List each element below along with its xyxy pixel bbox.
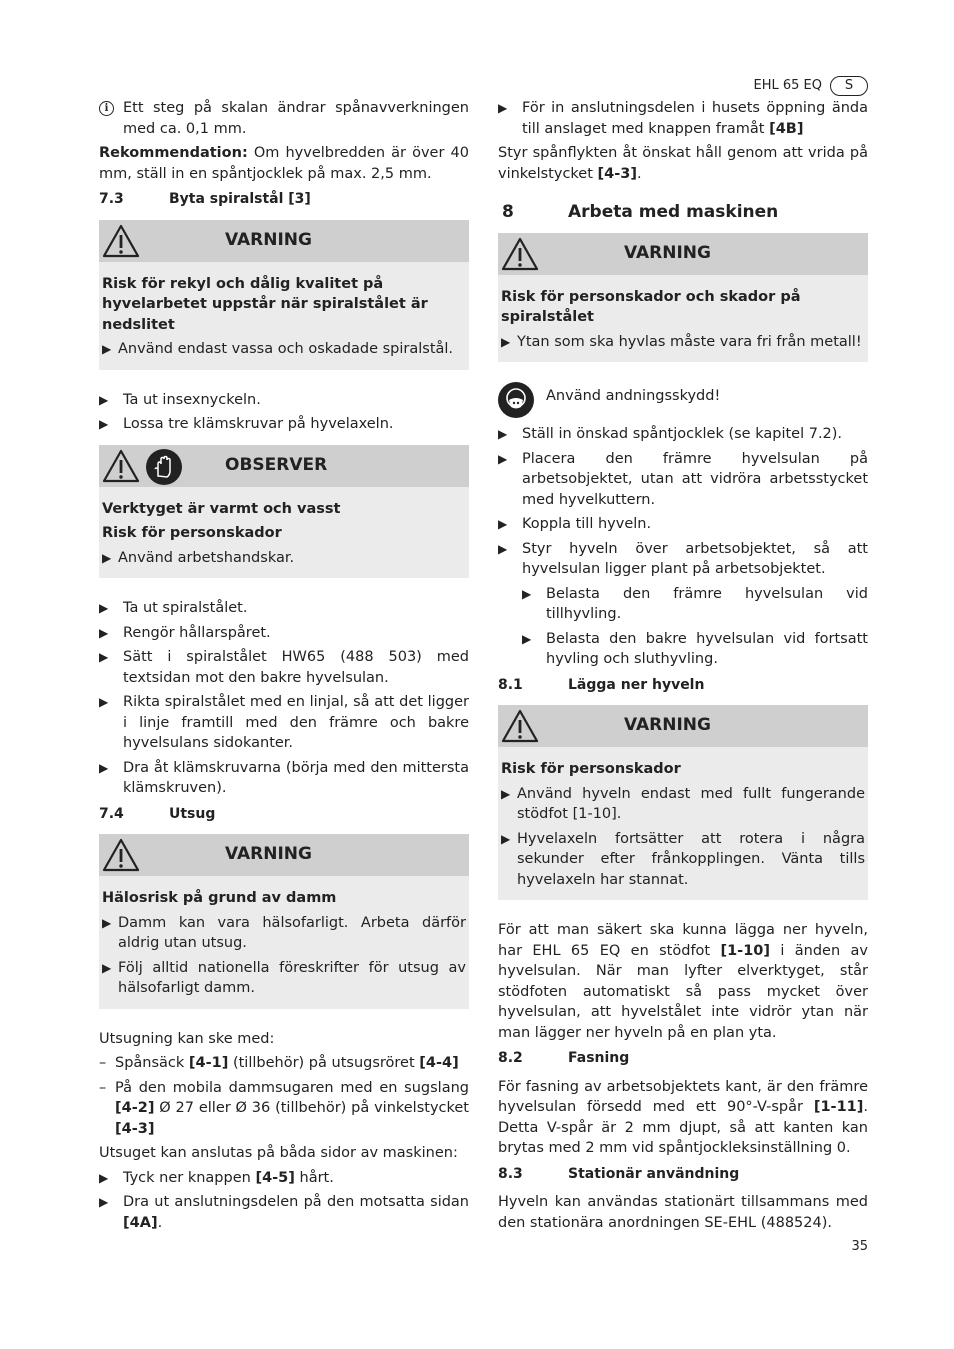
warning-title: VARNING — [624, 715, 711, 735]
step-item: ▶ Ställ in önskad spåntjocklek (se kapitel 7.2). — [498, 426, 843, 442]
section-7-4: 7.4 Utsug — [99, 805, 216, 822]
utsug-intro: Utsugning kan ske med: — [99, 1030, 275, 1047]
step-item: ▶ Sätt i spiralstålet HW65 (488 503) med textsidan mot den bakre hyvelsulan. — [99, 649, 469, 686]
warning-item: ▶ Använd hyveln endast med fullt fungerande stödfot [1-10]. — [501, 785, 865, 822]
model-label: EHL 65 EQ — [753, 78, 822, 93]
warning-title: VARNING — [225, 229, 312, 250]
dash-item: – På den mobila dammsugaren med en sugslang [4-2] Ø 27 eller Ø 36 (tillbehör) på vinkelstycket [4-3] — [99, 1079, 469, 1137]
page-header — [754, 76, 869, 97]
step-item: ▶ Lossa tre klämskruvar på hyvelaxeln. — [99, 416, 394, 432]
section-7-3: 7.3 Byta spiralstål [3] — [99, 191, 311, 207]
section-8: 8 Arbeta med maskinen — [502, 202, 779, 222]
stationar-text: Hyveln kan användas stationärt tillsammans med den stationära anordningen SE-EHL (488524). — [498, 1194, 868, 1231]
info-note: i Ett steg på skalan ändrar spånavverkningen med ca. 0,1 mm. — [99, 98, 469, 139]
step-item: ▶ Ta ut insexnyckeln. — [99, 391, 261, 408]
warning-box-kickback — [99, 220, 469, 370]
page-number: 35 — [851, 1239, 868, 1254]
step-item: ▶ Styr hyveln över arbetsobjektet, så att hyvelsulan ligger plant på arbetsobjektet. — [498, 540, 868, 577]
warning-box-dust — [99, 834, 469, 1009]
right-column — [498, 98, 868, 1237]
observer-title: OBSERVER — [225, 454, 328, 475]
warning-heading: Hälosrisk på grund av damm — [102, 890, 337, 906]
warning-item: ▶ Följ alltid nationella föreskrifter för utsug av hälsofarligt damm. — [102, 959, 466, 996]
observer-subheading: Risk för personskador — [102, 525, 282, 541]
recommendation: Rekommendation: Om hyvelbredden är över 40 mm, ställ in en spåntjocklek på max. 2,5 mm. — [99, 145, 469, 182]
lagga-text: För att man säkert ska kunna lägga ner hyveln, har EHL 65 EQ en stödfot [1-10] i änden av hyvelsulan. När man lyfter elverktyget, står stödfoten automatiskt så pass mycket över hyvelsulan, att hyvelstålet inte vidrör ytan när man lägger ner hyveln på en plan yta. — [498, 922, 868, 1041]
section-8-3: 8.3 Stationär användning — [498, 1165, 740, 1182]
step-item: ▶ Rengör hållarspåret. — [99, 624, 271, 641]
warning-item: ▶ Ytan som ska hyvlas måste vara fri från metall! — [501, 333, 862, 350]
warning-item: ▶ Damm kan vara hälsofarligt. Arbeta därför aldrig utan utsug. — [102, 914, 466, 951]
sub-step-item: ▶ Belasta den bakre hyvelsulan vid fortsatt hyvling och sluthyvling. — [522, 630, 868, 667]
warning-box-putdown — [498, 705, 868, 900]
section-8-1: 8.1 Lägga ner hyveln — [498, 676, 705, 693]
dash-item: – Spånsäck [4-1] (tillbehör) på utsugsröret [4-4] — [99, 1055, 459, 1071]
step-item: ▶ Ta ut spiralstålet. — [99, 600, 248, 616]
sub-step-item: ▶ Belasta den främre hyvelsulan vid tillhyvling. — [522, 585, 868, 622]
step-item: ▶ Koppla till hyveln. — [498, 516, 652, 532]
styr-text: Styr spånflykten åt önskat håll genom att vrida på vinkelstycket [4-3]. — [498, 145, 868, 182]
anslut-text: Utsuget kan anslutas på båda sidor av maskinen: — [99, 1145, 458, 1161]
warning-heading: Risk för rekyl och dålig kvalitet på hyvelarbetet uppstår när spiralstålet är nedslitet — [102, 275, 428, 333]
left-column — [99, 98, 469, 1237]
fasning-text: För fasning av arbetsobjektets kant, är den främre hyvelsulan försedd med ett 90°-V-spår [1-11]. Detta V-spår är 2 mm djupt, så att kanten kan brytas med 2 mm vid spåntjockleksinställning 0. — [498, 1078, 868, 1156]
section-8-2: 8.2 Fasning — [498, 1050, 630, 1066]
step-item: ▶ Rikta spiralstålet med en linjal, så att det ligger i linje framtill med den främre och bakre hyvelsulans sidokanter. — [99, 694, 469, 751]
gloves-icon — [146, 449, 182, 485]
language-badge: S — [830, 76, 868, 96]
warning-item: ▶ Använd arbetshandskar. — [102, 549, 295, 566]
warning-triangle-icon — [102, 449, 140, 483]
warning-triangle-icon — [501, 709, 539, 743]
step-item: ▶ Dra åt klämskruvarna (börja med den mittersta klämskruven). — [99, 759, 469, 796]
warning-heading: Risk för personskador — [501, 761, 681, 777]
warning-triangle-icon — [102, 224, 140, 258]
observer-heading: Verktyget är varmt och vasst — [102, 500, 341, 517]
respirator-note: Använd andningsskydd! — [498, 382, 868, 418]
warning-triangle-icon — [501, 237, 539, 271]
warning-title: VARNING — [225, 844, 312, 864]
warning-heading: Risk för personskador och skador på spiralstålet — [501, 288, 801, 325]
warning-box-metal — [498, 233, 868, 363]
step-item: ▶ Dra ut anslutningsdelen på den motsatta sidan [4A]. — [99, 1194, 469, 1231]
info-icon: i — [99, 101, 114, 116]
step-item: ▶ För in anslutningsdelen i husets öppning ända till anslaget med knappen framåt [4B] — [498, 100, 868, 137]
step-item: ▶ Placera den främre hyvelsulan på arbetsobjektet, utan att vidröra arbetsstycket med hyvelkuttern. — [498, 450, 868, 508]
warning-item: ▶ Hyvelaxeln fortsätter att rotera i några sekunder efter frånkopplingen. Vänta tills hyvelaxeln har stannat. — [501, 830, 865, 888]
observer-box — [99, 445, 469, 579]
warning-title: VARNING — [624, 242, 711, 263]
warning-item: ▶ Använd endast vassa och oskadade spiralstål. — [102, 341, 454, 357]
respirator-icon — [498, 382, 534, 418]
step-item: ▶ Tyck ner knappen [4-5] hårt. — [99, 1169, 334, 1186]
warning-triangle-icon — [102, 838, 140, 872]
